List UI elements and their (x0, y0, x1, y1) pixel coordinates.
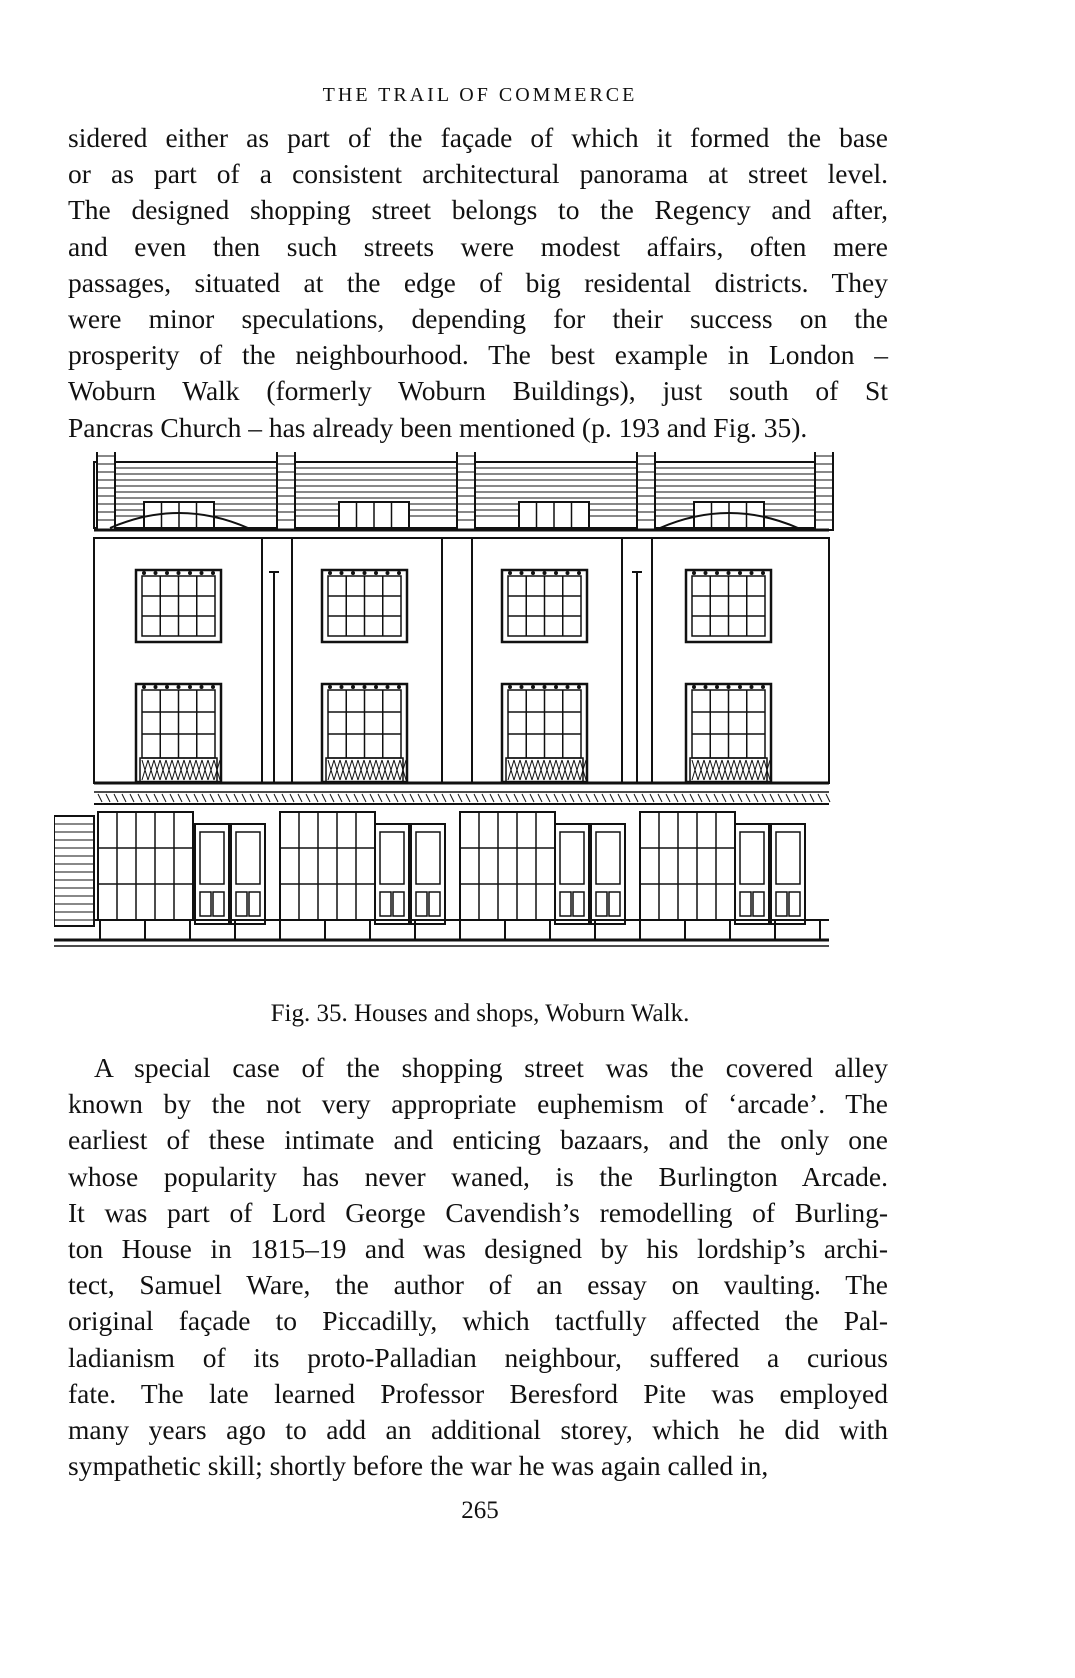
fascia-ornament (762, 794, 766, 802)
text-line: were minor speculations, depending for their success on the (68, 303, 888, 335)
fascia-ornament (650, 794, 654, 802)
fascia-ornament (250, 794, 254, 802)
fascia-ornament (706, 794, 710, 802)
fascia-ornament (218, 794, 222, 802)
fascia-ornament (306, 794, 310, 802)
fascia-ornament (498, 794, 502, 802)
rosette-dot (554, 571, 558, 575)
rosette-dot (200, 571, 204, 575)
rosette-dot (761, 571, 765, 575)
fascia-ornament (666, 794, 670, 802)
rosette-dot (761, 685, 765, 689)
text-line: It was part of Lord George Cavendish’s remodelling of Burling- (68, 1196, 888, 1228)
fascia-ornament (514, 794, 518, 802)
rosette-dot (750, 571, 754, 575)
rosette-dot (211, 571, 215, 575)
fascia-ornament (538, 794, 542, 802)
fascia-ornament (266, 794, 270, 802)
fascia-ornament (698, 794, 702, 802)
door-panel (416, 832, 440, 884)
door-lower-panel (213, 892, 224, 916)
fascia-ornament (386, 794, 390, 802)
door-lower-panel (609, 892, 620, 916)
rosette-dot (508, 571, 512, 575)
fascia-ornament (434, 794, 438, 802)
fascia-ornament (138, 794, 142, 802)
text-line: Woburn Walk (formerly Woburn Buildings), just south of St (68, 375, 888, 407)
door-panel (560, 832, 584, 884)
fascia-ornament (426, 794, 430, 802)
rosette-dot (577, 685, 581, 689)
rosette-dot (340, 685, 344, 689)
rosette-dot (386, 685, 390, 689)
text-line: sympathetic skill; shortly before the war he was again called in, (68, 1450, 769, 1482)
rosette-dot (692, 571, 696, 575)
door-panel (596, 832, 620, 884)
rosette-dot (715, 685, 719, 689)
fascia-ornament (770, 794, 774, 802)
door-lower-panel (429, 892, 440, 916)
fascia-ornament (394, 794, 398, 802)
rosette-dot (328, 571, 332, 575)
door-lower-panel (416, 892, 427, 916)
fascia-ornament (826, 794, 830, 802)
fascia-ornament (530, 794, 534, 802)
rosette-dot (177, 685, 181, 689)
text-line: sidered either as part of the façade of which it formed the base (68, 122, 888, 153)
fascia-ornament (674, 794, 678, 802)
rosette-dot (200, 685, 204, 689)
rosette-dot (177, 571, 181, 575)
fascia-ornament (202, 794, 206, 802)
fascia-ornament (234, 794, 238, 802)
fascia-ornament (290, 794, 294, 802)
text-line: A special case of the shopping street was the covered alley (94, 1052, 888, 1083)
fascia-ornament (682, 794, 686, 802)
door-lower-panel (753, 892, 764, 916)
rosette-dot (154, 571, 158, 575)
fascia-ornament (186, 794, 190, 802)
text-line: earliest of these intimate and enticing bazaars, and the only one (68, 1124, 888, 1156)
door-lower-panel (789, 892, 800, 916)
fascia-ornament (802, 794, 806, 802)
rosette-dot (363, 571, 367, 575)
shop-window (98, 812, 193, 920)
door-lower-panel (249, 892, 260, 916)
running-head: THE TRAIL OF COMMERCE (322, 84, 638, 106)
text-line: prosperity of the neighbourhood. The best example in London – (68, 339, 888, 371)
fascia-ornament (506, 794, 510, 802)
text-line: many years ago to add an additional storey, which he did with (68, 1414, 888, 1446)
fascia-ornament (786, 794, 790, 802)
text-line: and even then such streets were modest affairs, often mere (68, 230, 888, 262)
fascia-ornament (570, 794, 574, 802)
figure-caption: Fig. 35. Houses and shops, Woburn Walk. (270, 1000, 690, 1027)
fascia-ornament (626, 794, 630, 802)
fascia-ornament (578, 794, 582, 802)
fascia-ornament (482, 794, 486, 802)
shop-window (640, 812, 735, 920)
rosette-dot (738, 571, 742, 575)
fascia-ornament (194, 794, 198, 802)
rosette-dot (351, 685, 355, 689)
page-number: 265 (461, 1497, 499, 1524)
facade-drawing (54, 452, 900, 1000)
fascia-ornament (378, 794, 382, 802)
fascia-ornament (642, 794, 646, 802)
text-line: passages, situated at the edge of big residental districts. They (68, 266, 888, 298)
text-line: ton House in 1815–19 and was designed by his lordship’s archi- (68, 1233, 888, 1265)
rosette-dot (211, 685, 215, 689)
fascia-ornament (738, 794, 742, 802)
fascia-ornament (458, 794, 462, 802)
fascia-ornament (690, 794, 694, 802)
rosette-dot (363, 685, 367, 689)
rosette-dot (188, 571, 192, 575)
fascia-ornament (122, 794, 126, 802)
text-line: known by the not very appropriate euphemism of ‘arcade’. The (68, 1088, 888, 1120)
fascia-ornament (354, 794, 358, 802)
fascia-ornament (442, 794, 446, 802)
rosette-dot (397, 571, 401, 575)
fascia-ornament (274, 794, 278, 802)
rosette-dot (386, 571, 390, 575)
fascia-ornament (226, 794, 230, 802)
rosette-dot (566, 685, 570, 689)
rosette-dot (165, 571, 169, 575)
text-line: tect, Samuel Ware, the author of an essay on vaulting. The (68, 1269, 888, 1301)
fascia-ornament (98, 794, 102, 802)
rosette-dot (577, 571, 581, 575)
fascia-ornament (258, 794, 262, 802)
rosette-dot (704, 685, 708, 689)
door-panel (776, 832, 800, 884)
fascia-ornament (362, 794, 366, 802)
rosette-dot (520, 685, 524, 689)
rosette-dot (727, 685, 731, 689)
rosette-dot (727, 571, 731, 575)
fascia-ornament (410, 794, 414, 802)
rosette-dot (554, 685, 558, 689)
text-line: fate. The late learned Professor Beresford Pite was employed (68, 1377, 888, 1409)
door-panel (740, 832, 764, 884)
fascia-ornament (146, 794, 150, 802)
fascia-ornament (162, 794, 166, 802)
fascia-ornament (282, 794, 286, 802)
rosette-dot (142, 571, 146, 575)
rosette-dot (566, 571, 570, 575)
rosette-dot (531, 685, 535, 689)
figure-woburn-walk-illustration (54, 452, 900, 1000)
rosette-dot (374, 685, 378, 689)
fascia-ornament (586, 794, 590, 802)
upper-wall (94, 538, 829, 783)
fascia-ornament (322, 794, 326, 802)
fascia-ornament (170, 794, 174, 802)
fascia-ornament (546, 794, 550, 802)
fascia-ornament (402, 794, 406, 802)
fascia-ornament (474, 794, 478, 802)
fascia-ornament (722, 794, 726, 802)
door-lower-panel (393, 892, 404, 916)
fascia-ornament (490, 794, 494, 802)
fascia-ornament (314, 794, 318, 802)
door-lower-panel (200, 892, 211, 916)
fascia-ornament (338, 794, 342, 802)
rosette-dot (328, 685, 332, 689)
fascia-ornament (714, 794, 718, 802)
door-lower-panel (596, 892, 607, 916)
text-line: whose popularity has never waned, is the Burlington Arcade. (68, 1160, 888, 1192)
rosette-dot (508, 685, 512, 689)
fascia-ornament (210, 794, 214, 802)
fascia-ornament (330, 794, 334, 802)
fascia-ornament (130, 794, 134, 802)
text-line: ladianism of its proto-Palladian neighbour, suffered a curious (68, 1341, 888, 1373)
fascia-ornament (818, 794, 822, 802)
door-panel (200, 832, 224, 884)
rosette-dot (351, 571, 355, 575)
fascia-ornament (778, 794, 782, 802)
fascia-ornament (114, 794, 118, 802)
rosette-dot (738, 685, 742, 689)
text-line: or as part of a consistent architectural panorama at street level. (68, 158, 888, 190)
fascia-ornament (522, 794, 526, 802)
fascia-ornament (754, 794, 758, 802)
rosette-dot (340, 571, 344, 575)
fascia-ornament (178, 794, 182, 802)
shop-window (460, 812, 555, 920)
fascia-ornament (346, 794, 350, 802)
fascia-ornament (298, 794, 302, 802)
fascia-ornament (594, 794, 598, 802)
fascia-ornament (746, 794, 750, 802)
rosette-dot (704, 571, 708, 575)
fascia-ornament (106, 794, 110, 802)
rosette-dot (397, 685, 401, 689)
paragraph-2 (68, 1050, 888, 1484)
text-line: original façade to Piccadilly, which tactfully affected the Pal- (68, 1305, 888, 1337)
shop-window (280, 812, 375, 920)
rosette-dot (188, 685, 192, 689)
door-lower-panel (380, 892, 391, 916)
fascia-ornament (242, 794, 246, 802)
fascia-ornament (154, 794, 158, 802)
fascia-ornament (602, 794, 606, 802)
door-panel (236, 832, 260, 884)
fascia-ornament (466, 794, 470, 802)
rosette-dot (165, 685, 169, 689)
fascia-ornament (554, 794, 558, 802)
fascia-ornament (730, 794, 734, 802)
rosette-dot (692, 685, 696, 689)
door-lower-panel (560, 892, 571, 916)
paragraph-1 (68, 120, 888, 446)
fascia-ornament (450, 794, 454, 802)
rosette-dot (543, 685, 547, 689)
fascia-ornament (610, 794, 614, 802)
door-lower-panel (573, 892, 584, 916)
fascia-ornament (418, 794, 422, 802)
rosette-dot (750, 685, 754, 689)
rosette-dot (520, 571, 524, 575)
rosette-dot (715, 571, 719, 575)
door-lower-panel (776, 892, 787, 916)
door-lower-panel (740, 892, 751, 916)
rosette-dot (374, 571, 378, 575)
rosette-dot (531, 571, 535, 575)
fascia-ornament (810, 794, 814, 802)
door-lower-panel (236, 892, 247, 916)
fascia-ornament (370, 794, 374, 802)
fascia-ornament (634, 794, 638, 802)
fascia-ornament (658, 794, 662, 802)
fascia-ornament (794, 794, 798, 802)
rosette-dot (142, 685, 146, 689)
fascia-ornament (562, 794, 566, 802)
rosette-dot (154, 685, 158, 689)
rosette-dot (543, 571, 547, 575)
fascia-ornament (618, 794, 622, 802)
text-line: Pancras Church – has already been mentioned (p. 193 and Fig. 35). (68, 411, 808, 443)
door-panel (380, 832, 404, 884)
text-line: The designed shopping street belongs to the Regency and after, (68, 194, 888, 226)
